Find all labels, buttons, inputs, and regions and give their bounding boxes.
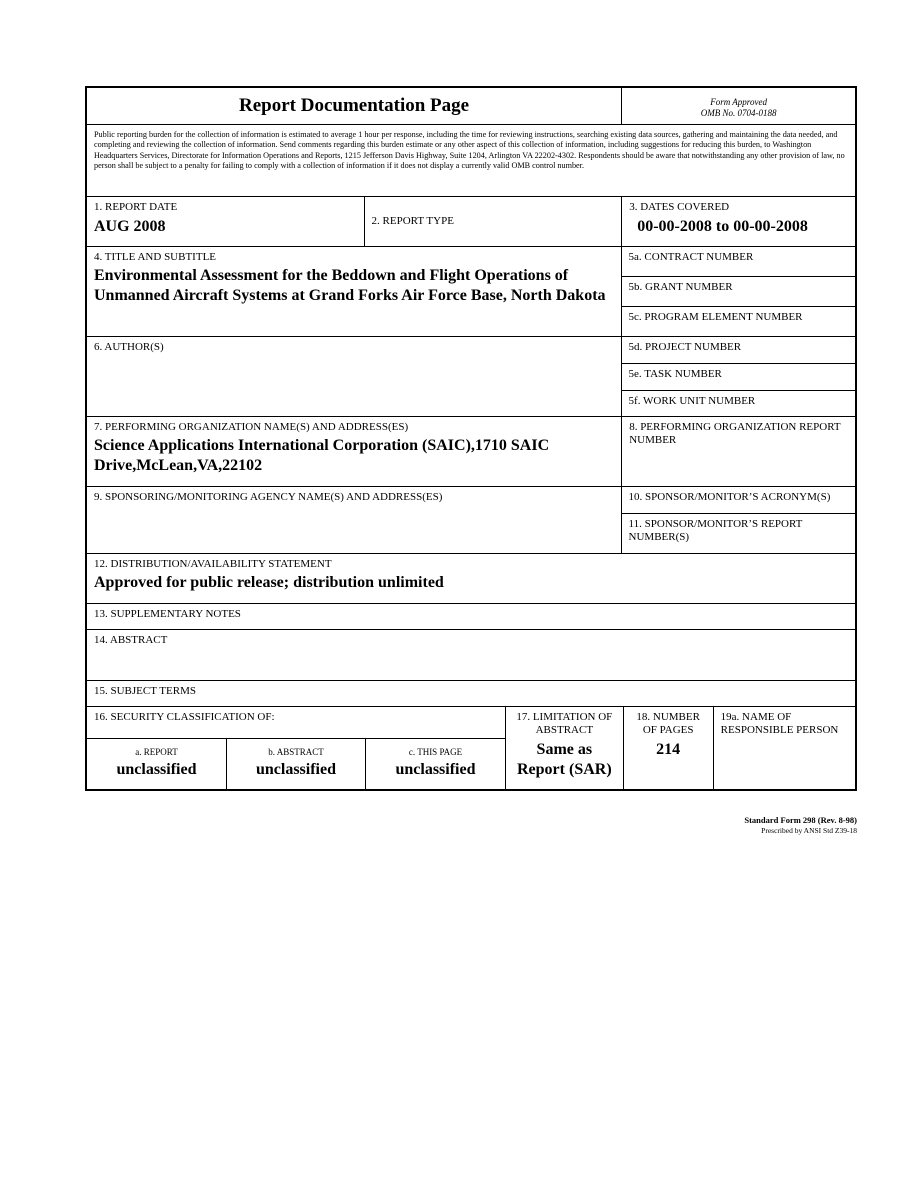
author-row [87,337,855,417]
title-subtitle-cell [87,247,621,336]
report-classification-cell [87,739,226,789]
dates-covered-label: 3. DATES COVERED [629,201,730,213]
project-number-label: 5d. PROJECT NUMBER [628,341,742,353]
distribution-cell [87,554,855,603]
performing-org-cell [87,417,621,486]
notice-row [87,125,855,197]
authors-label: 6. AUTHOR(S) [94,341,164,353]
report-date-cell [87,197,364,246]
dates-covered-cell [621,197,855,246]
classification-row [87,707,855,789]
subject-terms-label: 15. SUBJECT TERMS [94,685,196,697]
distribution-label: 12. DISTRIBUTION/AVAILABILITY STATEMENT [94,558,332,570]
contract-number-label: 5a. CONTRACT NUMBER [628,251,754,263]
task-number-label: 5e. TASK NUMBER [628,368,722,380]
report-date-label: 1. REPORT DATE [94,201,178,213]
sponsor-numbers [621,487,855,553]
security-classification-block [87,707,505,789]
page-classification-value: unclassified [395,761,476,778]
responsible-person-cell [713,707,855,789]
program-element-cell [622,307,855,336]
abstract-row [87,630,855,681]
num-pages-label: 18. NUMBER OF PAGES [636,711,700,736]
limitation-cell [505,707,623,789]
report-classification-label: a. REPORT [135,747,178,757]
subject-terms-row [87,681,855,707]
form-id: Standard Form 298 (Rev. 8-98) [744,815,857,825]
abstract-label: 14. ABSTRACT [94,634,168,646]
report-type-cell [364,197,622,246]
performing-report-number-label: 8. PERFORMING ORGANIZATION REPORT NUMBER [629,421,841,446]
omb-number: OMB No. 0704-0188 [700,108,777,118]
work-unit-cell [622,391,855,416]
title-subtitle-label: 4. TITLE AND SUBTITLE [94,251,217,263]
date-row [87,197,855,247]
page-title: Report Documentation Page [239,95,470,116]
security-subcells [87,739,505,789]
task-number-cell [622,364,855,391]
approval-cell [621,88,855,124]
performing-org-value: Science Applications International Corporation (SAIC),1710 SAIC Drive,McLean,VA,22102 [94,437,550,474]
responsible-person-label: 19a. NAME OF RESPONSIBLE PERSON [720,711,839,736]
grant-number-label: 5b. GRANT NUMBER [628,281,733,293]
abstract-classification-cell [226,739,365,789]
grant-number-cell [622,277,855,307]
form-footer [744,815,857,836]
project-number-cell [622,337,855,364]
limitation-label: 17. LIMITATION OF ABSTRACT [516,711,613,736]
subject-terms-cell [87,681,855,706]
title-subtitle-value: Environmental Assessment for the Beddown and Flight Operations of Unmanned Aircraft Systems at Grand Forks Air Force Base, North Dakota [94,267,606,304]
report-type-label: 2. REPORT TYPE [371,215,454,227]
sponsoring-row [87,487,855,554]
header-row [87,88,855,125]
report-classification-value: unclassified [116,761,197,778]
sponsoring-agency-label: 9. SPONSORING/MONITORING AGENCY NAME(S) AND ADDRESS(ES) [94,491,443,503]
authors-cell [87,337,621,416]
title-cell [87,88,621,124]
contract-number-cell [622,247,855,277]
abstract-classification-value: unclassified [255,761,336,778]
prescribed-by: Prescribed by ANSI Std Z39-18 [761,826,857,835]
distribution-value: Approved for public release; distribution unlimited [94,574,444,591]
sponsoring-agency-cell [87,487,621,553]
supplementary-cell [87,604,855,629]
form-approved-text: Form Approved [710,97,767,107]
dates-covered-value: 00-00-2008 to 00-00-2008 [637,218,808,235]
report-documentation-form [85,86,857,791]
abstract-cell [87,630,855,680]
security-classification-label: 16. SECURITY CLASSIFICATION OF: [94,711,275,723]
program-element-label: 5c. PROGRAM ELEMENT NUMBER [628,311,803,323]
numbers-5a-5c [621,247,855,336]
supplementary-row [87,604,855,630]
sponsor-acronym-label: 10. SPONSOR/MONITOR’S ACRONYM(S) [628,491,831,503]
page-classification-cell [365,739,505,789]
limitation-value: Same as Report (SAR) [517,741,612,778]
distribution-row [87,554,855,604]
security-classification-header [87,707,505,739]
numbers-5d-5f [621,337,855,416]
performing-report-number-cell [621,417,855,486]
title-row [87,247,855,337]
performing-org-row [87,417,855,487]
page-classification-label: c. THIS PAGE [408,747,463,757]
sponsor-report-number-cell [622,514,855,553]
abstract-classification-label: b. ABSTRACT [268,747,324,757]
num-pages-cell [623,707,713,789]
sponsor-acronym-cell [622,487,855,514]
work-unit-label: 5f. WORK UNIT NUMBER [628,395,756,407]
burden-notice: Public reporting burden for the collection of information is estimated to average 1 hour per response, including the time for reviewing instructions, searching existing data sources, gathering and maintaining the data needed, and completing and reviewing the collection of information. Send comments regarding this burden estimate or any other aspect of this collection of information, including suggestions for reducing this burden, to Washington Headquarters Services, Directorate for Information Operations and Reports, 1215 Jefferson Davis Highway, Suite 1204, Arlington VA 22202-4302. Respondents should be aware that notwithstanding any other provision of law, no person shall be subject to a penalty for failing to comply with a collection of information if it does not display a currently valid OMB control number. [94,130,845,171]
sponsor-report-number-label: 11. SPONSOR/MONITOR’S REPORT NUMBER(S) [628,518,803,543]
num-pages-value: 214 [656,741,681,758]
report-date-value: AUG 2008 [94,218,166,235]
supplementary-label: 13. SUPPLEMENTARY NOTES [94,608,241,620]
performing-org-label: 7. PERFORMING ORGANIZATION NAME(S) AND ADDRESS(ES) [94,421,409,433]
